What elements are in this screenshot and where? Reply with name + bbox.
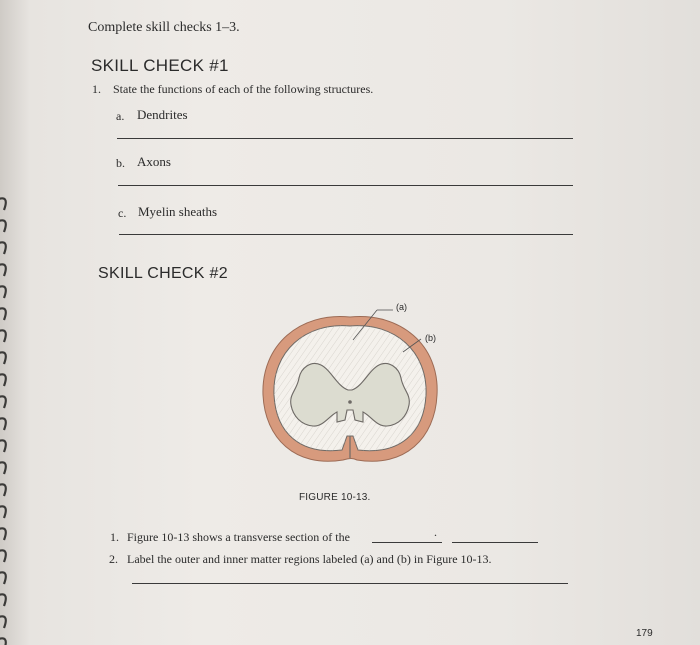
- instructions: Complete skill checks 1–3.: [88, 20, 240, 35]
- figure-label-b: (b): [425, 333, 436, 343]
- page-number: 179: [636, 628, 653, 639]
- item-c-label: Myelin sheaths: [138, 204, 218, 219]
- figure-label-a: (a): [396, 302, 407, 312]
- answer-line-2-2[interactable]: [132, 583, 568, 584]
- item-a-label: Dendrites: [137, 107, 188, 122]
- question-2-2-number: 2.: [109, 552, 118, 566]
- figure-caption: FIGURE 10-13.: [299, 492, 371, 503]
- question-1-text: State the functions of each of the following structures.: [113, 82, 374, 96]
- question-2-1-text: Figure 10-13 shows a transverse section of the: [127, 530, 350, 544]
- item-c-letter: c.: [118, 206, 127, 220]
- question-1-number: 1.: [92, 82, 101, 96]
- skill-check-1-heading: SKILL CHECK #1: [91, 56, 229, 75]
- question-2-1-dot: .: [434, 525, 437, 539]
- spiral-binding: [0, 0, 22, 645]
- spinal-cord-figure: [225, 290, 475, 485]
- question-2-2-text: Label the outer and inner matter regions labeled (a) and (b) in Figure 10-13.: [127, 552, 492, 566]
- answer-line-c[interactable]: [119, 234, 573, 235]
- item-b-label: Axons: [137, 154, 171, 169]
- item-b-letter: b.: [116, 156, 125, 170]
- question-2-1-number: 1.: [110, 530, 119, 544]
- item-a-letter: a.: [116, 109, 125, 123]
- answer-line-a[interactable]: [117, 138, 573, 139]
- answer-line-b[interactable]: [118, 185, 573, 186]
- answer-blank-2[interactable]: [452, 542, 538, 543]
- skill-check-2-heading: SKILL CHECK #2: [98, 265, 228, 282]
- answer-blank-1[interactable]: [372, 542, 442, 543]
